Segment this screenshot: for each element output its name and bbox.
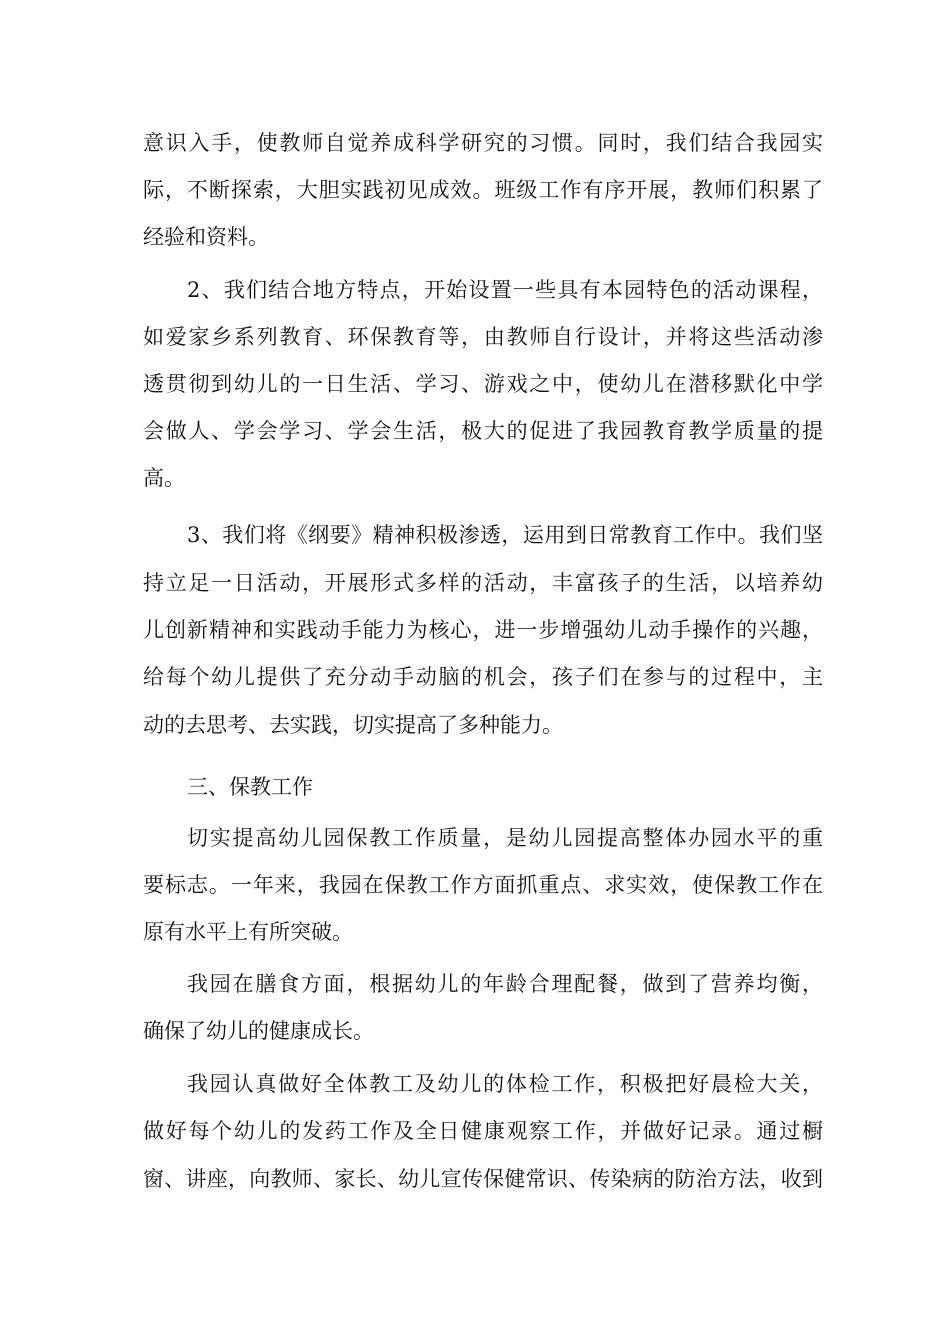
paragraph-line: 做好每个幼儿的发药工作及全日健康观察工作，并做好记录。通过橱: [143, 1119, 823, 1143]
paragraph-line: 持立足一日活动，开展形式多样的活动，丰富孩子的生活，以培养幼: [143, 571, 823, 595]
paragraph-line: 会做人、学会学习、学会生活，极大的促进了我园教育教学质量的提: [143, 419, 823, 443]
paragraph-line: 给每个幼儿提供了充分动手动脑的机会，孩子们在参与的过程中，主: [143, 665, 823, 689]
paragraph-line: 意识入手，使教师自觉养成科学研究的习惯。同时，我们结合我园实: [143, 131, 823, 155]
paragraph-line: 原有水平上有所突破。: [143, 920, 353, 944]
paragraph-line: 窗、讲座，向教师、家长、幼儿宣传保健常识、传染病的防治方法，收到: [143, 1167, 823, 1191]
paragraph-line: 我园在膳食方面，根据幼儿的年龄合理配餐，做到了营养均衡，: [187, 972, 823, 996]
paragraph-line: 2、我们结合地方特点，开始设置一些具有本园特色的活动课程，: [187, 278, 823, 302]
paragraph-line: 切实提高幼儿园保教工作质量，是幼儿园提高整体办园水平的重: [187, 826, 823, 850]
paragraph-line: 经验和资料。: [143, 225, 269, 249]
paragraph-line: 要标志。一年来，我园在保教工作方面抓重点、求实效，使保教工作在: [143, 873, 823, 897]
paragraph-line: 如爱家乡系列教育、环保教育等，由教师自行设计，并将这些活动渗: [143, 325, 823, 349]
paragraph-line: 3、我们将《纲要》精神积极渗透，运用到日常教育工作中。我们坚: [187, 523, 823, 547]
section-heading: 三、保教工作: [187, 775, 313, 799]
paragraph-line: 动的去思考、去实践，切实提高了多种能力。: [143, 713, 563, 737]
paragraph-line: 儿创新精神和实践动手能力为核心，进一步增强幼儿动手操作的兴趣，: [143, 618, 823, 642]
paragraph-line: 际，不断探索，大胆实践初见成效。班级工作有序开展，教师们积累了: [143, 178, 823, 202]
paragraph-line: 确保了幼儿的健康成长。: [143, 1019, 374, 1043]
paragraph-line: 我园认真做好全体教工及幼儿的体检工作，积极把好晨检大关，: [187, 1072, 823, 1096]
paragraph-line: 高。: [143, 466, 185, 490]
paragraph-line: 透贯彻到幼儿的一日生活、学习、游戏之中，使幼儿在潜移默化中学: [143, 372, 823, 396]
